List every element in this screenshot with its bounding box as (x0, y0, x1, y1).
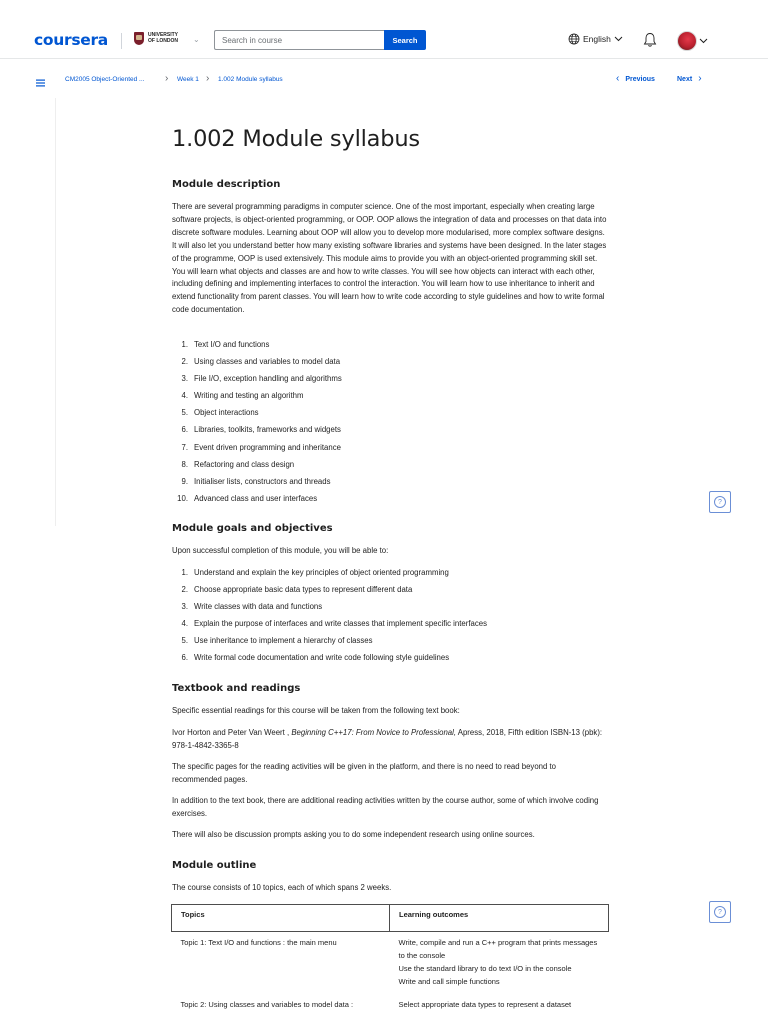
table-row (172, 994, 609, 1017)
question-mark-icon: ? (714, 906, 726, 918)
table-header-outcomes: Learning outcomes (390, 905, 609, 932)
list-item-text: Understand and explain the key principles of object oriented programming (194, 568, 449, 577)
language-label: English (583, 34, 611, 44)
previous-button[interactable] (616, 75, 655, 83)
list-item-number: 5. (181, 408, 188, 418)
textbook-citation: Ivor Horton and Peter Van Weert , Beginning C++17: From Novice to Professional, Apress, 2018, Fifth edition ISBN-13 (pbk): 978-1-4842-3365-8 (172, 728, 603, 750)
help-icon[interactable] (709, 901, 731, 923)
language-selector[interactable] (568, 33, 623, 45)
page-title: 1.002 Module syllabus (172, 126, 420, 152)
list-item (172, 356, 612, 373)
avatar (677, 31, 697, 51)
list-item (172, 339, 612, 356)
table-row (172, 932, 609, 994)
list-item (172, 618, 612, 635)
textbook-heading: Textbook and readings (172, 683, 301, 694)
table-cell-outcomes (390, 932, 609, 994)
list-item-number: 8. (181, 459, 188, 469)
module-outline-table (171, 904, 609, 1017)
textbook-para-1: The specific pages for the reading activities will be given in the platform, and there is no need to read beyond to recommended pages. (172, 762, 557, 784)
list-item-text: Using classes and variables to model data (194, 357, 341, 367)
list-item-text: Write classes with data and functions (194, 602, 323, 612)
list-item (172, 476, 612, 493)
list-item-number: 5. (181, 636, 188, 646)
list-item (172, 493, 612, 510)
question-mark-icon: ? (714, 496, 726, 508)
menu-icon[interactable] (36, 74, 45, 92)
list-item-text: Advanced class and user interfaces (194, 493, 318, 503)
learning-outcome: Use the standard library to do text I/O in the console (398, 963, 572, 973)
chevron-right-icon: › (698, 73, 702, 84)
goals-intro: Upon successful completion of this module, you will be able to: (172, 546, 389, 555)
university-crest-icon (134, 32, 144, 45)
table-header-row (172, 905, 609, 932)
list-item-number: 7. (181, 442, 188, 452)
module-description-heading: Module description (172, 179, 281, 190)
help-icon[interactable] (709, 491, 731, 513)
next-label: Next (677, 75, 693, 83)
table-cell-topic: Topic 2: Using classes and variables to model data : (180, 999, 354, 1009)
list-item (172, 407, 612, 424)
list-item-number: 3. (181, 374, 188, 384)
list-item (172, 373, 612, 390)
list-item (172, 390, 612, 407)
list-item-number: 6. (181, 425, 188, 435)
list-item (172, 567, 612, 584)
next-button[interactable] (677, 75, 702, 83)
list-item (172, 442, 612, 459)
search-button[interactable]: Search (384, 30, 426, 50)
textbook-para-2: In addition to the text book, there are additional reading activities written by the course author, some of which involve coding exercises. (172, 796, 599, 818)
user-menu[interactable] (677, 31, 708, 51)
list-item (172, 584, 612, 601)
list-item-text: Choose appropriate basic data types to represent different data (194, 585, 413, 595)
textbook-para-3: There will also be discussion prompts asking you to do some independent research using online sources. (172, 830, 535, 839)
list-item (172, 424, 612, 441)
breadcrumb-course[interactable]: CM2005 Object-Oriented ... (65, 76, 145, 83)
list-item-text: Writing and testing an algorithm (194, 391, 304, 401)
list-item-text: Initialiser lists, constructors and threads (194, 476, 331, 486)
list-item-number: 6. (181, 653, 188, 663)
list-item (172, 601, 612, 618)
learning-outcome: Write and call simple functions (398, 976, 500, 986)
table-header-topics: Topics (172, 905, 390, 932)
list-item-text: Text I/O and functions (194, 340, 270, 349)
module-outline-intro: The course consists of 10 topics, each of which spans 2 weeks. (172, 883, 392, 892)
list-item-text: Object interactions (194, 408, 259, 418)
university-name: UNIVERSITY OF LONDON (148, 32, 179, 44)
coursera-logo[interactable]: coursera (34, 31, 108, 49)
list-item-text: Libraries, toolkits, frameworks and widgets (194, 425, 341, 435)
list-item (172, 652, 612, 669)
table-cell-topic: Topic 1: Text I/O and functions : the main menu (180, 938, 337, 947)
list-item-number: 9. (181, 476, 188, 486)
module-outline-heading: Module outline (172, 860, 257, 871)
chevron-down-icon (699, 38, 708, 44)
list-item-number: 2. (181, 357, 188, 367)
university-of-london-logo[interactable] (134, 32, 184, 45)
list-item-text: Use inheritance to implement a hierarchy of classes (194, 636, 373, 646)
chevron-right-icon: › (165, 73, 169, 84)
sidebar-divider (55, 98, 56, 526)
chevron-down-icon[interactable]: ⌄ (193, 35, 200, 44)
learning-outcome: Select appropriate data types to represent a dataset (398, 999, 572, 1009)
previous-label: Previous (625, 75, 655, 83)
list-item-text: File I/O, exception handling and algorithms (194, 374, 342, 384)
list-item-number: 4. (181, 391, 188, 401)
topics-list (172, 339, 612, 510)
list-item (172, 459, 612, 476)
list-item-text: Event driven programming and inheritance (194, 442, 341, 452)
chevron-right-icon: › (206, 73, 210, 84)
textbook-intro: Specific essential readings for this course will be taken from the following text book: (172, 706, 460, 715)
list-item-number: 3. (181, 602, 188, 612)
learning-outcome: Write, compile and run a C++ program that prints messages to the console (398, 938, 598, 960)
module-description-text: There are several programming paradigms in computer science. One of the most important, especially when creating large software projects, is object-oriented programming, or OOP. OOP allows the integration of data and processes on that data into discrete software modules. Learning about OOP will allow you to develop more modularised, more complex software designs. It will also let you understand better how many existing software libraries and systems have been designed. In the later stages of the programme, OOP is used extensively. This module aims to provide you with an object-oriented programming skill set. You will learn what objects and classes are and how to write classes. You will see how objects can interact with each other, including defining and implementing interfaces to control the interaction. You will learn how to use inheritance to inherit and extend functionality from parent classes. You will learn how to write code according to style guidelines and how to write formal code documentation. (172, 202, 607, 315)
goals-heading: Module goals and objectives (172, 523, 333, 534)
list-item-number: 2. (181, 585, 188, 595)
breadcrumb-current[interactable]: 1.002 Module syllabus (218, 76, 283, 83)
table-cell-outcomes (390, 994, 609, 1017)
notifications-bell-icon[interactable] (643, 32, 657, 53)
chevron-down-icon (614, 36, 623, 42)
list-item-text: Explain the purpose of interfaces and write classes that implement specific interfaces (194, 619, 487, 629)
list-item-text: Write formal code documentation and write code following style guidelines (194, 653, 450, 663)
logo-divider (121, 33, 122, 49)
search-input[interactable] (214, 30, 384, 50)
list-item-number: 10. (177, 493, 188, 503)
list-item-text: Refactoring and class design (194, 459, 295, 469)
list-item-number: 4. (181, 619, 188, 629)
breadcrumb-week[interactable]: Week 1 (177, 76, 199, 83)
list-item (172, 635, 612, 652)
list-item-number: 1. (181, 340, 188, 349)
goals-list (172, 567, 612, 670)
list-item-number: 1. (181, 568, 188, 577)
globe-icon (568, 33, 580, 45)
chevron-left-icon: ‹ (616, 73, 620, 84)
